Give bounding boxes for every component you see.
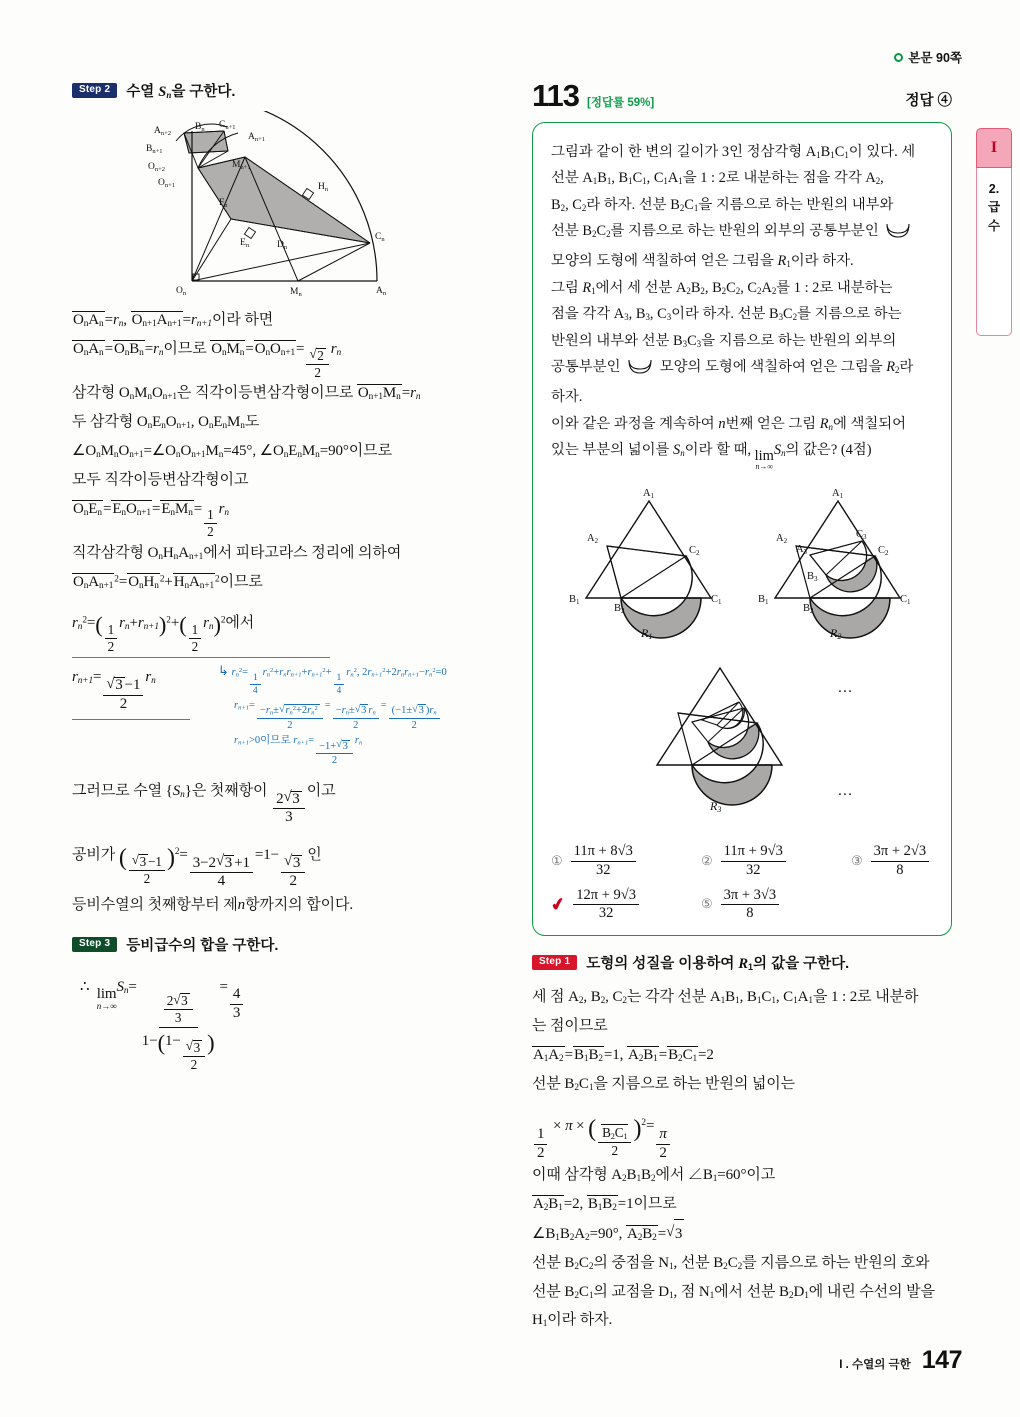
math-line: 직각삼각형 $O_nH_nA_{n+1}$에서 피타고라스 정리에 의하여 <box>72 545 402 563</box>
label-Hn: $H_n$ <box>318 182 329 193</box>
label-C2: C2 <box>878 545 889 558</box>
choice-3-mark: ③ <box>851 853 863 869</box>
choice-5-value: $\frac{3\pi + 3√3}{8}$ <box>721 888 779 921</box>
blue-annotation-block <box>72 657 492 765</box>
math-line: $O_nA_{n+1}^2=O_nH_n^2+H_nA_{n+1}^2$이므로 <box>73 573 263 591</box>
problem-line: 그림과 같이 한 변의 길이가 3인 정삼각형 $A_1B_1C_1$이 있다. 세 <box>551 144 916 160</box>
problem-line: 있는 부분의 넓이를 $S_n$이라 할 때, lim n→∞ $S_n$의 값은? (4점) <box>551 441 872 472</box>
step3-header <box>72 934 492 955</box>
math-line: 이때 삼각형 $A_2B_1B_2$에서 $\angle B_1=60^\circ$이고 <box>532 1167 776 1185</box>
label-A2: A2 <box>587 533 599 546</box>
math-line: $\frac{1}{2}$ × π × ( $\frac{B_2C_1}{2}$ )$^2$= $\frac{\pi}{2}$ <box>532 1098 952 1161</box>
answer-label: 정답 ④ <box>905 93 952 109</box>
side-tab-line1: 2. <box>988 182 1000 196</box>
label-C3: C3 <box>856 529 867 542</box>
math-line: $\angle B_1B_2A_2=90^\circ$, $A_2B_2=$ √ 3 <box>532 1219 952 1249</box>
math-line: $r_{n+1}=$ √ $\frac{3 -1}{2}$ $r_n$ <box>72 666 222 712</box>
figure-r2-caption: R2 <box>830 626 842 642</box>
side-tab-body <box>976 168 1012 336</box>
choice-1-value: $\frac{11\pi + 8√3}{32}$ <box>571 844 636 877</box>
label-A1: A1 <box>832 488 844 501</box>
blue-note-line: ↳ $r_n^2=$ $\frac{1}{4}$ $r_n^2+r_nr_{n+1}+r_{n+1}^2+$ $\frac{1}{4}$ $r_n^2$, $2r_{n+1}^2+2r_nr_{n+1}-r_n^2=0$ <box>218 663 447 695</box>
label-Bn: $B_n$ <box>195 122 205 133</box>
math-line: 선분 $B_2C_1$을 지름으로 하는 반원의 넓이는 <box>532 1075 796 1093</box>
figure-r2-svg <box>750 483 925 643</box>
problem-line: 그림 $R_1$에서 세 선분 $A_2B_2$, $B_2C_2$, $C_2A_2$를 1 : 2로 내분하는 <box>551 279 893 296</box>
step1-header <box>532 952 952 973</box>
choice-3[interactable] <box>851 844 931 877</box>
page-footer <box>839 1346 962 1375</box>
step3-badge: Step 3 <box>72 937 117 952</box>
lune-shape-icon <box>885 222 911 248</box>
choice-5-mark: ⑤ <box>701 896 713 912</box>
choice-2[interactable] <box>701 844 851 877</box>
figure-r2 <box>750 483 925 648</box>
figure-r1-caption: R1 <box>641 626 653 642</box>
main-figure-svg <box>132 111 432 296</box>
selected-answer-check-icon: ✔ <box>549 893 568 916</box>
step1-badge: Step 1 <box>532 955 577 970</box>
label-An: $A_n$ <box>376 286 387 296</box>
math-line: 공비가 ( √ $\frac{3 -1}{2}$ )$^2$= $\frac{3-2 √ 3 +1}{4}$ =1− √ $\frac{3}{2}$ 인 <box>72 826 492 891</box>
math-line: $O_nE_n=E_nO_{n+1}=E_nM_n=$ $\frac{1}{2}$ $r_n$ <box>73 500 229 540</box>
choice-2-mark: ② <box>701 853 713 869</box>
step3-title: 등비급수의 합을 구한다. <box>126 937 279 954</box>
right-column <box>532 80 952 1335</box>
blue-note-line: $r_{n+1}=$ $\frac{-r_n\pm √ r_n^2+2r_n^2}{2}$ = $\frac{-r_n\pm √ 3 r_n}{2}$ = $\frac{(-1\pm √ 3 )r_n}{2}$ <box>218 696 488 732</box>
answer-value: ④ <box>937 93 952 109</box>
choice-4[interactable] <box>551 888 701 921</box>
label-A1: A1 <box>643 488 655 501</box>
label-En: $E_n$ <box>240 238 250 249</box>
figure-row-r3 <box>551 650 935 830</box>
label-C2: C2 <box>689 545 700 558</box>
figure-r3-caption: R3 <box>709 799 721 815</box>
page-reference-label: 본문 90쪽 <box>908 51 962 65</box>
label-On: $O_n$ <box>176 286 187 296</box>
side-tab-line3: 수 <box>987 219 1001 233</box>
figure-r3 <box>632 650 812 830</box>
choice-1-mark: ① <box>551 853 563 869</box>
label-B1: B1 <box>569 594 580 607</box>
math-line: 등비수열의 첫째항부터 제n항까지의 합이다. <box>72 896 354 913</box>
label-Cn: $C_n$ <box>375 232 385 243</box>
left-column <box>72 80 492 1072</box>
choice-3-value: $\frac{3\pi + 2√3}{8}$ <box>871 844 929 877</box>
problem-line: 모양의 도형에 색칠하여 얻은 그림을 $R_1$이라 하자. <box>551 253 854 270</box>
side-tab-line2: 급 <box>987 200 1001 214</box>
step1-title: 도형의 성질을 이용하여 $R_1$의 값을 구한다. <box>586 956 850 973</box>
math-line: 모두 직각이등변삼각형이고 <box>72 471 249 488</box>
label-Fn: $F_n$ <box>219 198 228 209</box>
page-reference <box>894 48 962 66</box>
label-An2: $A_{n+2}$ <box>154 126 172 137</box>
step2-title: 수열 $S_n$을 구한다. <box>126 84 236 100</box>
math-line: $A_1A_2=B_1B_2=1$, $A_2B_1=B_2C_1=2$ <box>533 1046 714 1064</box>
math-line: $A_2B_1=2$, $B_1B_2=1$이므로 <box>533 1196 677 1214</box>
problem-statement <box>551 139 935 471</box>
choice-2-value: $\frac{11\pi + 9√3}{32}$ <box>721 844 786 877</box>
problem-line: 반원의 내부와 선분 $B_3C_3$을 지름으로 하는 반원의 외부의 <box>551 332 897 349</box>
label-B3: B3 <box>807 571 818 584</box>
label-On1: $O_{n+1}$ <box>158 178 176 189</box>
figure-row-r1-r2 <box>551 483 935 648</box>
choices-block <box>551 844 935 921</box>
circle-bullet-icon <box>894 53 903 62</box>
side-tab[interactable] <box>976 128 1012 336</box>
question-number: 113 <box>532 78 580 113</box>
choice-4-value: $\frac{12\pi + 9√3}{32}$ <box>573 888 639 921</box>
blue-note-line: $r_{n+1}>0$이므로 $r_{n+1}=$ $\frac{-1+ √ 3}{2}$ $r_n$ <box>218 731 488 765</box>
label-Dn: $D_n$ <box>277 240 288 251</box>
lune-shape-icon <box>627 358 653 384</box>
final-equation: ∴ lim n→∞ $S_n=$ $\frac{2 √ 3}{3}$ 1−(1− √ $\frac{3}{2}$ ) = $\frac{4}{3}$ <box>72 973 492 1072</box>
choices-row-1 <box>551 844 935 877</box>
blue-note <box>218 658 488 765</box>
figure-main-geometry <box>72 111 492 296</box>
label-B2: B2 <box>614 603 625 616</box>
math-line: $O_nA_n=r_n$, $O_{n+1}A_{n+1}=r_{n+1}$이라 하면 <box>73 312 274 330</box>
label-On2: $O_{n+2}$ <box>148 162 166 173</box>
problem-line: 점을 각각 $A_3$, $B_3$, $C_3$이라 하자. 선분 $B_3C_2$를 지름으로 하는 <box>551 306 902 323</box>
label-Mn1: $M_{n+1}$ <box>232 160 251 171</box>
ellipsis-bottom: … <box>837 783 855 800</box>
problem-line: $B_2$, $C_2$라 하자. 선분 $B_2C_1$을 지름으로 하는 반원의 내부와 <box>551 196 894 213</box>
math-line: $O_nA_n=O_nB_n=r_n$이므로 $O_nM_n=O_nO_{n+1}=$ √ $\frac{2}{2}$ $r_n$ <box>72 335 492 380</box>
label-A3: A3 <box>796 544 808 557</box>
footer-chapter: I . 수열의 극한 <box>839 1359 911 1371</box>
side-tab-roman: I <box>976 128 1012 168</box>
math-line: 선분 $B_2C_1$의 교점을 $D_1$, 점 $N_1$에서 선분 $B_2D_1$에 내린 수선의 발을 <box>532 1283 935 1301</box>
footer-page-number: 147 <box>921 1346 962 1374</box>
label-C1: C1 <box>711 594 722 607</box>
math-line: 그러므로 수열 $\{S_n\}$은 첫째항이 $\frac{2 √ 3}{3}$ 이고 <box>72 772 492 826</box>
label-B1: B1 <box>758 594 769 607</box>
label-C1: C1 <box>900 594 911 607</box>
choices-row-2 <box>551 888 935 921</box>
problem-line: 선분 $A_1B_1$, $B_1C_1$, $C_1A_1$을 1 : 2로 내분하는 점을 각각 $A_2$, <box>551 170 884 187</box>
label-Cn1: $C_{n+1}$ <box>219 120 236 131</box>
label-Bn1: $B_{n+1}$ <box>146 144 163 155</box>
problem-line: 이와 같은 과정을 계속하여 n번째 얻은 그림 $R_n$에 색칠되어 <box>551 415 907 432</box>
label-Mn: $M_n$ <box>290 287 302 296</box>
step2-header <box>72 80 492 101</box>
rule-bottom <box>72 719 190 720</box>
ellipsis-top: … <box>837 680 855 697</box>
math-line: $\angle O_nM_nO_{n+1}=\angle O_nO_{n+1}M_n=45^\circ$, $\angle O_nE_nM_n=90^\circ$이므로 <box>72 442 392 460</box>
step2-badge: Step 2 <box>72 83 117 98</box>
figure-r3-svg <box>632 650 812 825</box>
math-line: $H_1$이라 하자. <box>532 1312 613 1330</box>
label-B2: B2 <box>803 603 814 616</box>
problem-line: 하자. <box>551 389 583 406</box>
math-line: 삼각형 $O_nM_nO_{n+1}$은 직각이등변삼각형이므로 $O_{n+1}M_n=r_n$ <box>72 385 421 403</box>
label-A2: A2 <box>776 533 788 546</box>
figure-r1-svg <box>561 483 736 643</box>
correct-rate: [정답률 59%] <box>587 97 655 109</box>
math-line: 두 삼각형 $O_nE_nO_{n+1}$, $O_nE_nM_n$도 <box>72 414 260 432</box>
math-line: 세 점 $A_2$, $B_2$, $C_2$는 각각 선분 $A_1B_1$, $B_1C_1$, $C_1A_1$을 1 : 2로 내분하 <box>532 989 919 1007</box>
choice-1[interactable] <box>551 844 701 877</box>
math-line: 는 점이므로 <box>532 1018 608 1034</box>
choice-5[interactable] <box>701 888 851 921</box>
question-header <box>532 80 952 111</box>
math-line: $r_n^2=$( $\frac{1}{2}$ $r_n+r_{n+1})^2+$( $\frac{1}{2}$ $r_n)^2$에서 <box>72 611 255 654</box>
problem-line: 공통부분인 모양의 도형에 색칠하여 얻은 그림을 $R_2$라 <box>551 354 935 384</box>
math-line: 선분 $B_2C_2$의 중점을 $N_1$, 선분 $B_2C_2$를 지름으로 하는 반원의 호와 <box>532 1254 930 1272</box>
figure-r1 <box>561 483 736 648</box>
problem-box <box>532 122 952 936</box>
label-An1: $A_{n+1}$ <box>248 132 266 143</box>
problem-line: 선분 $B_2C_2$를 지름으로 하는 반원의 외부의 공통부분인 <box>551 218 935 248</box>
